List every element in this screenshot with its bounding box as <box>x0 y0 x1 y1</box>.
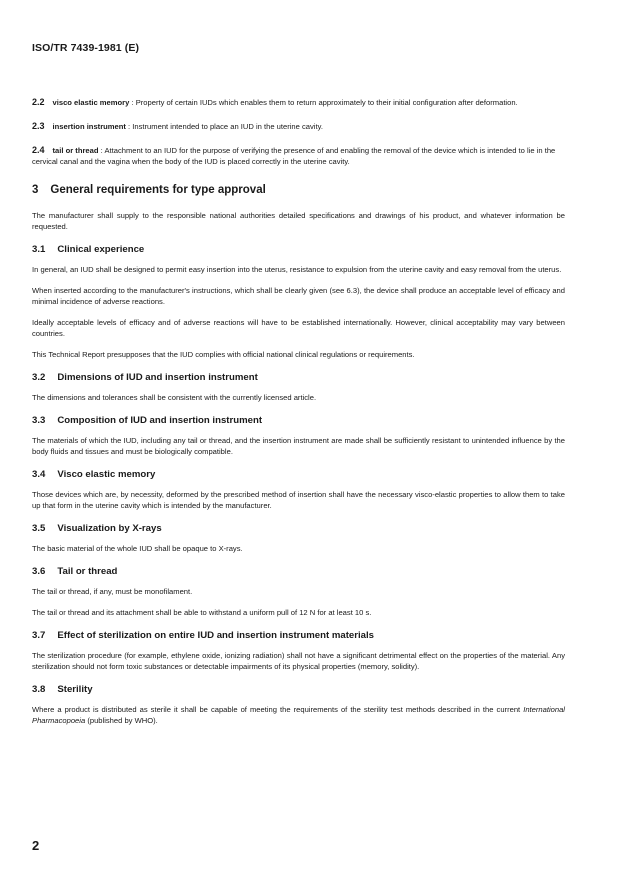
definition-text: Instrument intended to place an IUD in the uterine cavity. <box>132 122 323 131</box>
subsection-number: 3.5 <box>32 523 46 534</box>
definition-2-3 <box>32 121 565 132</box>
subsection-3-8-heading <box>32 684 565 695</box>
subsection-title: Visco elastic memory <box>57 469 156 480</box>
subsection-number: 3.3 <box>32 415 46 426</box>
paragraph: The sterilization procedure (for example, ethylene oxide, ionizing radiation) shall not have a significant detrimental effect on the properties of the material. Any sterilization should not form toxic substances or detectable impairments of its physical properties (memory, solidity). <box>32 651 565 671</box>
page-content <box>32 97 565 734</box>
subsection-title: Visualization by X-rays <box>57 523 162 534</box>
paragraph: The tail or thread and its attachment shall be able to withstand a uniform pull of 12 N for at least 10 s. <box>32 608 372 617</box>
subsection-title: Tail or thread <box>57 566 118 577</box>
paragraph: The tail or thread, if any, must be monofilament. <box>32 587 193 596</box>
subsection-number: 3.7 <box>32 630 46 641</box>
subsection-number: 3.1 <box>32 244 46 255</box>
subsection-number: 3.4 <box>32 469 46 480</box>
subsection-3-7-heading <box>32 630 565 641</box>
clause-number: 2.4 <box>32 145 45 155</box>
paragraph-text: (published by WHO). <box>85 716 158 725</box>
definition-text: Attachment to an IUD for the purpose of verifying the presence of and enabling the removal of the device which is intended to lie in the cervical canal and the vagina when the body of the IUD is placed correctly in the uterine cavity. <box>32 146 556 166</box>
clause-number: 2.2 <box>32 97 45 107</box>
section-3-heading <box>32 184 565 196</box>
subsection-title: Clinical experience <box>57 244 145 255</box>
subsection-3-2-heading <box>32 372 565 383</box>
paragraph: The basic material of the whole IUD shall be opaque to X-rays. <box>32 544 243 553</box>
subsection-3-3-heading <box>32 415 565 426</box>
page-number: 2 <box>32 838 40 853</box>
subsection-title: Effect of sterilization on entire IUD and insertion instrument materials <box>57 630 374 641</box>
paragraph: When inserted according to the manufacturer's instructions, which shall be clearly given (see 6.3), the device shall produce an acceptable level of efficacy and minimal incidence of adverse reactions. <box>32 286 565 306</box>
subsection-3-4-heading <box>32 469 565 480</box>
definition-separator: : <box>129 98 136 107</box>
definition-separator: : <box>125 122 133 131</box>
subsection-title: Composition of IUD and insertion instrument <box>57 415 263 426</box>
subsection-3-5-heading <box>32 523 565 534</box>
paragraph: Ideally acceptable levels of efficacy and of adverse reactions will have to be established internationally. However, clinical acceptability may vary between countries. <box>32 318 565 338</box>
section-3-intro: The manufacturer shall supply to the responsible national authorities detailed specifications and drawings of his product, and whatever information be requested. <box>32 211 565 231</box>
definition-term: visco elastic memory <box>52 98 130 107</box>
paragraph: The dimensions and tolerances shall be consistent with the currently licensed article. <box>32 393 317 402</box>
definition-separator: : <box>98 146 105 155</box>
subsection-number: 3.6 <box>32 566 46 577</box>
clause-number: 2.3 <box>32 121 45 131</box>
paragraph: In general, an IUD shall be designed to permit easy insertion into the uterus, resistance to expulsion from the uterine cavity and easy removal from the uterus. <box>32 265 562 274</box>
section-number: 3 <box>32 184 39 196</box>
definition-term: tail or thread <box>52 146 99 155</box>
paragraph <box>32 704 565 726</box>
paragraph: Those devices which are, by necessity, deformed by the prescribed method of insertion shall have the necessary visco-elastic properties to allow them to take up that form in the uterine cavity which is intended by the manufacturer. <box>32 490 565 510</box>
definition-term: insertion instrument <box>52 122 126 131</box>
subsection-3-6-heading <box>32 566 565 577</box>
paragraph-text: Where a product is distributed as sterile it shall be capable of meeting the requirements of the sterility test methods described in the current <box>32 705 524 714</box>
definition-text: Property of certain IUDs which enables them to return approximately to their initial configuration after deformation. <box>135 98 518 107</box>
subsection-title: Dimensions of IUD and insertion instrument <box>57 372 258 383</box>
section-title: General requirements for type approval <box>50 184 266 196</box>
subsection-3-1-heading <box>32 244 565 255</box>
definition-2-4 <box>32 145 565 167</box>
subsection-title: Sterility <box>57 684 93 695</box>
document-id-header: ISO/TR 7439-1981 (E) <box>32 42 140 54</box>
subsection-number: 3.8 <box>32 684 46 695</box>
paragraph: The materials of which the IUD, including any tail or thread, and the insertion instrument are made shall be sufficiently resistant to unintended influence by the body fluids and tissues and must be biologically compatible. <box>32 436 565 456</box>
paragraph: This Technical Report presupposes that the IUD complies with official national clinical regulations or requirements. <box>32 350 415 359</box>
definition-2-2 <box>32 97 565 108</box>
publication-title: International Pharmacopoeia <box>32 705 565 725</box>
subsection-number: 3.2 <box>32 372 46 383</box>
